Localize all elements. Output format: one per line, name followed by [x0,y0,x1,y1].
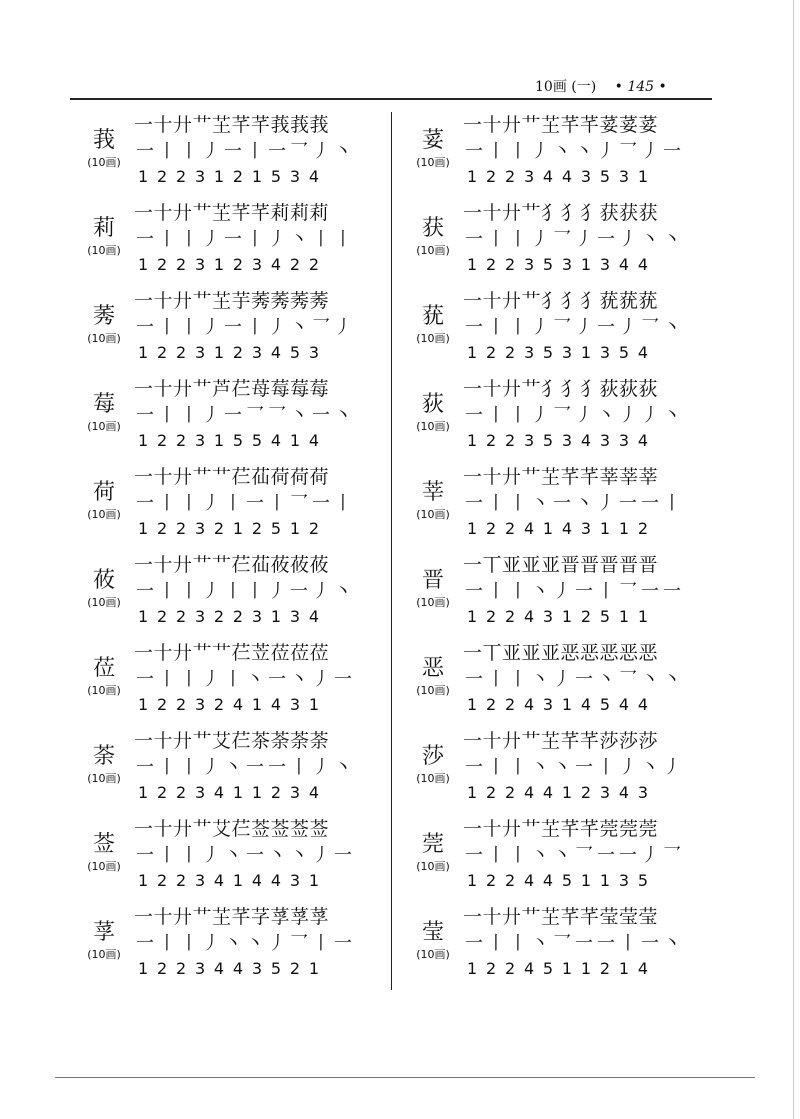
stroke-order-sequence: 一十廾艹芏芊芊莹莹莹 [463,906,659,928]
stroke-order-sequence: 一十廾艹艹芢苙莅莅莅 [134,642,330,664]
stroke-shapes: 一丨丨丶丶乛一一丿乛 [465,845,685,866]
character-entry [72,288,392,376]
stroke-count-label: (10画) [416,948,450,961]
stroke-code-numbers: 1223534334 [467,431,657,450]
character: 莪 [92,128,115,153]
stroke-count-label: (10画) [416,508,450,521]
stroke-order-sequence: 一十廾艹芏芊芊荽荽荽 [463,114,659,136]
character: 莎 [421,744,444,769]
stroke-count-label: (10画) [87,772,121,785]
stroke-shapes: 一丨丨丶丿一丨乛一一 [465,581,685,602]
character-entry [401,816,721,904]
stroke-order-sequence: 一十廾艹芦芢苺莓莓莓 [134,378,330,400]
stroke-order-sequence: 一丅亚亚亚晋晋晋晋晋 [463,554,659,576]
character: 莅 [92,656,115,681]
right-column [401,112,721,992]
stroke-code-numbers: 1223414431 [138,871,328,890]
stroke-count-label: (10画) [87,156,121,169]
character-entry [401,904,721,992]
stroke-order-sequence: 一丅亚亚亚恶恶恶恶恶 [463,642,659,664]
character-entry [72,640,392,728]
header-rule [70,98,712,100]
stroke-code-numbers: 1223443521 [138,959,328,978]
footer-rule [55,1077,755,1078]
stroke-shapes: 一丨丨丿丨丨丿一丿丶 [136,581,356,602]
page-number: • 145 • [614,79,667,95]
stroke-code-numbers: 1224451135 [467,871,657,890]
character-entry [72,112,392,200]
stroke-code-numbers: 1224143112 [467,519,657,538]
character: 莶 [92,832,115,857]
stroke-shapes: 一丨丨丶丿一丶乛丶丶 [465,669,685,690]
stroke-count-label: (10画) [87,948,121,961]
left-column [72,112,392,992]
stroke-order-sequence: 一十廾艹艾芢茶荼荼荼 [134,730,330,752]
character: 莉 [92,216,115,241]
stroke-code-numbers: 1223411234 [138,783,328,802]
stroke-shapes: 一丨丨丿一丨丿丶丨丨 [136,229,356,250]
stroke-count-label: (10画) [416,420,450,433]
character: 荷 [92,480,115,505]
character-entry [72,552,392,640]
stroke-order-sequence: 一十廾艹芏芊芊莘莘莘 [463,466,659,488]
stroke-code-numbers: 1224511214 [467,959,657,978]
stroke-shapes: 一丨丨丿丨一丨乛一丨 [136,493,356,514]
stroke-code-numbers: 1223443531 [467,167,657,186]
character: 莠 [92,304,115,329]
stroke-order-sequence: 一十廾艹芏芊芊莉莉莉 [134,202,330,224]
stroke-shapes: 一丨丨丿乛丿一丿乛丶 [465,317,685,338]
character-entry [401,376,721,464]
stroke-code-numbers: 1223212512 [138,519,328,538]
stroke-code-numbers: 1223223134 [138,607,328,626]
character: 莜 [92,568,115,593]
character: 莘 [421,480,444,505]
stroke-shapes: 一丨丨丶一丶丿一一丨 [465,493,685,514]
stroke-count-label: (10画) [416,860,450,873]
character: 荽 [421,128,444,153]
stroke-shapes: 一丨丨丿丶一丶丶丿一 [136,845,356,866]
page-edge-rule [793,0,794,1119]
character: 莹 [421,920,444,945]
character: 获 [421,216,444,241]
stroke-code-numbers: 1223155414 [138,431,328,450]
stroke-code-numbers: 1224312511 [467,607,657,626]
stroke-count-label: (10画) [416,772,450,785]
stroke-order-sequence: 一十廾艹芏芊芊莪莪莪 [134,114,330,136]
stroke-count-label: (10画) [87,420,121,433]
section-label: 10画 (一) [535,79,597,95]
stroke-count-label: (10画) [416,684,450,697]
character-entry [401,112,721,200]
stroke-code-numbers: 1223123422 [138,255,328,274]
stroke-code-numbers: 1223531354 [467,343,657,362]
stroke-shapes: 一丨丨丿乛丿丶丿丿丶 [465,405,685,426]
stroke-count-label: (10画) [416,156,450,169]
character-entry [401,552,721,640]
stroke-shapes: 一丨丨丿丨丶一丶丿一 [136,669,356,690]
stroke-code-numbers: 1223531344 [467,255,657,274]
stroke-order-sequence: 一十廾艹芏芋莠莠莠莠 [134,290,330,312]
stroke-shapes: 一丨丨丿丶一一丨丿丶 [136,757,356,778]
character: 莓 [92,392,115,417]
page-header [535,76,705,96]
stroke-count-label: (10画) [87,596,121,609]
stroke-code-numbers: 1224314544 [467,695,657,714]
stroke-code-numbers: 1223123453 [138,343,328,362]
stroke-shapes: 一丨丨丿一丨一乛丿丶 [136,141,356,162]
character-entry [72,904,392,992]
stroke-count-label: (10画) [87,244,121,257]
character: 晋 [421,568,444,593]
stroke-order-sequence: 一十廾艹艾芢莶莶莶莶 [134,818,330,840]
character-entry [72,464,392,552]
stroke-shapes: 一丨丨丿一丨丿丶乛丿 [136,317,356,338]
stroke-code-numbers: 1224412343 [467,783,657,802]
character-entry [72,728,392,816]
character-entry [72,200,392,288]
stroke-shapes: 一丨丨丿丶丶丿乛丿一 [465,141,685,162]
stroke-order-sequence: 一十廾艹艹芢苮莜莜莜 [134,554,330,576]
stroke-order-sequence: 一十廾艹芏芊芓莩莩莩 [134,906,330,928]
character-entry [401,200,721,288]
stroke-order-sequence: 一十廾艹犭犭犭荻荻荻 [463,378,659,400]
stroke-shapes: 一丨丨丶乛一一丨一丶 [465,933,685,954]
character-entry [72,816,392,904]
stroke-count-label: (10画) [416,332,450,345]
stroke-code-numbers: 1223241431 [138,695,328,714]
stroke-shapes: 一丨丨丿乛丿一丿丶丶 [465,229,685,250]
character: 荻 [421,392,444,417]
stroke-count-label: (10画) [87,332,121,345]
stroke-count-label: (10画) [87,860,121,873]
stroke-count-label: (10画) [416,244,450,257]
character-entry [401,464,721,552]
character: 荼 [92,744,115,769]
character-entry [401,288,721,376]
character-entry [401,728,721,816]
stroke-code-numbers: 1223121534 [138,167,328,186]
stroke-count-label: (10画) [87,508,121,521]
stroke-order-sequence: 一十廾艹芏芊芊莎莎莎 [463,730,659,752]
character-entry [72,376,392,464]
stroke-shapes: 一丨丨丿丶丶丿乛丨一 [136,933,356,954]
stroke-order-sequence: 一十廾艹艹芢苮荷荷荷 [134,466,330,488]
stroke-order-sequence: 一十廾艹犭犭犭莸莸莸 [463,290,659,312]
stroke-count-label: (10画) [416,596,450,609]
stroke-shapes: 一丨丨丶丶一丨丿丶丿 [465,757,685,778]
character: 莩 [92,920,115,945]
stroke-count-label: (10画) [87,684,121,697]
stroke-order-sequence: 一十廾艹犭犭犭获获获 [463,202,659,224]
character-entry [401,640,721,728]
character: 恶 [421,656,444,681]
stroke-shapes: 一丨丨丿一乛乛丶一丶 [136,405,356,426]
stroke-order-sequence: 一十廾艹芏芊芊莞莞莞 [463,818,659,840]
character: 莸 [421,304,444,329]
character: 莞 [421,832,444,857]
